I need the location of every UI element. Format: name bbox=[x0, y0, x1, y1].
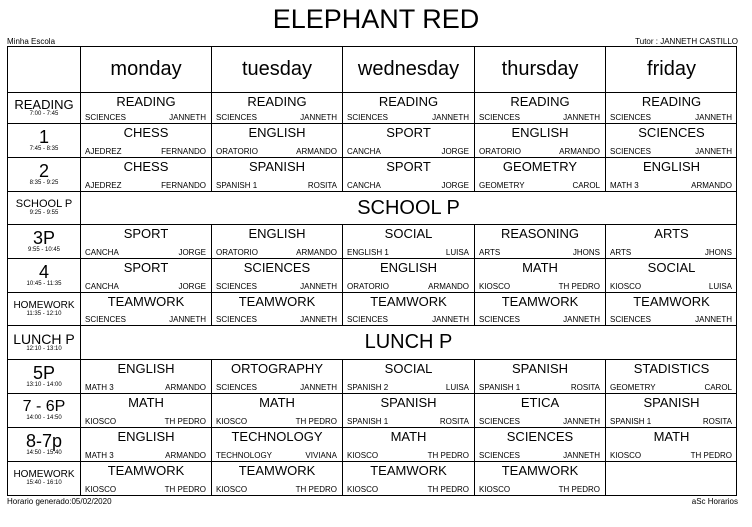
lesson-cell bbox=[606, 124, 737, 158]
period-cell bbox=[8, 293, 81, 326]
lesson-room: TECHNOLOGY bbox=[216, 451, 273, 460]
lesson-subject: SPORT bbox=[123, 226, 169, 241]
lesson-room: KIOSCO bbox=[216, 485, 248, 494]
period-name: HOMEWORK bbox=[13, 300, 75, 311]
break-row-school-p: SCHOOL P bbox=[81, 192, 736, 225]
lesson-subject: ARTS bbox=[654, 226, 689, 241]
lesson-subject: SOCIAL bbox=[384, 226, 433, 241]
lesson-teacher: JANNETH bbox=[563, 315, 600, 324]
period-time: 10:45 - 11:35 bbox=[26, 281, 62, 287]
lesson-teacher: ROSITA bbox=[307, 181, 337, 190]
lesson-teacher: TH PEDRO bbox=[295, 485, 337, 494]
lesson-cell bbox=[212, 360, 343, 394]
lesson-room: AJEDREZ bbox=[85, 181, 122, 190]
lesson-room: SCIENCES bbox=[347, 113, 388, 122]
lesson-room: SPANISH 1 bbox=[479, 383, 521, 392]
lesson-room: SCIENCES bbox=[216, 113, 257, 122]
lesson-cell bbox=[475, 462, 606, 496]
lesson-teacher: JANNETH bbox=[169, 113, 206, 122]
lesson-room: MATH 3 bbox=[85, 451, 114, 460]
lesson-teacher: ARMANDO bbox=[165, 451, 206, 460]
lesson-teacher: ARMANDO bbox=[691, 181, 732, 190]
lesson-room: SCIENCES bbox=[347, 315, 388, 324]
lesson-teacher: JANNETH bbox=[695, 147, 732, 156]
period-time: 14:50 - 15:40 bbox=[26, 450, 62, 456]
lesson-cell bbox=[212, 93, 343, 124]
lesson-room: SCIENCES bbox=[85, 315, 126, 324]
lesson-cell bbox=[212, 462, 343, 496]
period-cell bbox=[8, 394, 81, 428]
period-time: 15:40 - 16:10 bbox=[26, 480, 62, 486]
lesson-teacher: JORGE bbox=[441, 181, 469, 190]
lesson-subject: SCIENCES bbox=[506, 429, 574, 444]
lesson-room: SPANISH 1 bbox=[347, 417, 389, 426]
lesson-room: SCIENCES bbox=[610, 147, 651, 156]
lesson-teacher: JANNETH bbox=[563, 451, 600, 460]
lesson-room: KIOSCO bbox=[479, 485, 511, 494]
lesson-room: SCIENCES bbox=[479, 417, 520, 426]
lesson-subject: SOCIAL bbox=[647, 260, 696, 275]
lesson-cell bbox=[81, 360, 212, 394]
lesson-subject: SPANISH bbox=[248, 159, 306, 174]
lesson-room: SCIENCES bbox=[216, 315, 257, 324]
lesson-room: ENGLISH 1 bbox=[347, 248, 389, 257]
lesson-teacher: CAROL bbox=[704, 383, 732, 392]
period-name: READING bbox=[14, 97, 74, 112]
lesson-room: MATH 3 bbox=[610, 181, 639, 190]
period-cell bbox=[8, 93, 81, 124]
lesson-teacher: JANNETH bbox=[300, 315, 337, 324]
software-brand: aSc Horarios bbox=[691, 497, 738, 506]
lesson-teacher: TH PEDRO bbox=[690, 451, 732, 460]
lesson-subject: TEAMWORK bbox=[370, 294, 447, 309]
lesson-subject: SCIENCES bbox=[243, 260, 311, 275]
lesson-subject: MATH bbox=[653, 429, 690, 444]
period-cell bbox=[8, 360, 81, 394]
lesson-teacher: ARMANDO bbox=[296, 248, 337, 257]
period-name: 8-7p bbox=[25, 431, 63, 451]
lesson-cell bbox=[475, 93, 606, 124]
lesson-room: KIOSCO bbox=[85, 417, 117, 426]
lesson-subject: ENGLISH bbox=[511, 125, 569, 140]
lesson-teacher: JANNETH bbox=[300, 113, 337, 122]
break-row-lunch-p: LUNCH P bbox=[81, 326, 736, 360]
day-header-thursday: thursday bbox=[475, 47, 606, 93]
lesson-subject: TEAMWORK bbox=[501, 294, 579, 309]
lesson-cell bbox=[343, 225, 475, 259]
lesson-teacher: ROSITA bbox=[570, 383, 600, 392]
lesson-room: KIOSCO bbox=[216, 417, 248, 426]
lesson-cell bbox=[81, 259, 212, 293]
lesson-room: SPANISH 1 bbox=[216, 181, 258, 190]
lesson-subject: TEAMWORK bbox=[238, 294, 316, 309]
period-cell bbox=[8, 192, 81, 225]
lesson-teacher: TH PEDRO bbox=[427, 485, 469, 494]
lesson-subject: MATH bbox=[259, 395, 295, 410]
lesson-subject: MATH bbox=[390, 429, 427, 444]
period-cell bbox=[8, 259, 81, 293]
lesson-subject: READING bbox=[641, 94, 702, 109]
period-time: 14:00 - 14:50 bbox=[26, 415, 62, 421]
lesson-subject: MATH bbox=[522, 260, 558, 275]
lesson-room: CANCHA bbox=[85, 282, 119, 291]
lesson-subject: ENGLISH bbox=[248, 226, 306, 241]
lesson-subject: STADISTICS bbox=[633, 361, 710, 376]
lesson-subject: SCIENCES bbox=[638, 125, 705, 140]
lesson-subject: TEAMWORK bbox=[107, 294, 185, 309]
lesson-subject: ORTOGRAPHY bbox=[231, 361, 323, 376]
period-time: 7:00 - 7:45 bbox=[29, 111, 59, 117]
lesson-room: ORATORIO bbox=[216, 248, 258, 257]
day-header-wednesday: wednesday bbox=[343, 47, 475, 93]
lesson-subject: ENGLISH bbox=[117, 429, 175, 444]
day-header-friday: friday bbox=[606, 47, 737, 93]
lesson-cell bbox=[475, 158, 606, 192]
lesson-subject: TECHNOLOGY bbox=[231, 429, 323, 444]
lesson-room: SCIENCES bbox=[610, 315, 651, 324]
lesson-subject: ENGLISH bbox=[117, 361, 175, 376]
lesson-room: KIOSCO bbox=[610, 282, 642, 291]
day-header-tuesday: tuesday bbox=[212, 47, 343, 93]
lesson-room: ORATORIO bbox=[479, 147, 521, 156]
lesson-cell bbox=[606, 259, 737, 293]
lesson-cell bbox=[81, 428, 212, 462]
period-name: 4 bbox=[38, 262, 49, 282]
lesson-cell bbox=[606, 360, 737, 394]
lesson-cell bbox=[343, 124, 475, 158]
lesson-teacher: LUISA bbox=[708, 282, 732, 291]
lesson-subject: TEAMWORK bbox=[370, 463, 447, 478]
lesson-teacher: JANNETH bbox=[563, 113, 600, 122]
period-name: HOMEWORK bbox=[13, 469, 75, 480]
lesson-subject: TEAMWORK bbox=[107, 463, 185, 478]
lesson-cell bbox=[475, 394, 606, 428]
lesson-cell bbox=[475, 124, 606, 158]
lesson-subject: READING bbox=[510, 94, 570, 109]
lesson-teacher: TH PEDRO bbox=[164, 417, 206, 426]
generated-date: Horario generado:05/02/2020 bbox=[7, 497, 112, 506]
lesson-subject: READING bbox=[116, 94, 176, 109]
lesson-subject: ENGLISH bbox=[248, 125, 306, 140]
lesson-room: KIOSCO bbox=[610, 451, 642, 460]
lesson-cell bbox=[81, 93, 212, 124]
lesson-cell bbox=[606, 158, 737, 192]
lesson-teacher: TH PEDRO bbox=[558, 282, 600, 291]
lesson-subject: MATH bbox=[128, 395, 164, 410]
lesson-cell bbox=[343, 293, 475, 326]
lesson-cell bbox=[212, 225, 343, 259]
lesson-room: AJEDREZ bbox=[85, 147, 122, 156]
lesson-room: SCIENCES bbox=[85, 113, 126, 122]
lesson-cell bbox=[606, 293, 737, 326]
lesson-subject: ENGLISH bbox=[642, 159, 701, 174]
lesson-room: MATH 3 bbox=[85, 383, 114, 392]
period-name: 7 - 6P bbox=[22, 398, 66, 415]
lesson-room: KIOSCO bbox=[479, 282, 511, 291]
lesson-cell bbox=[212, 394, 343, 428]
period-name: 2 bbox=[38, 161, 49, 181]
lesson-cell bbox=[81, 394, 212, 428]
period-name: 3P bbox=[32, 228, 56, 248]
empty-cell bbox=[606, 462, 737, 496]
lesson-cell bbox=[343, 360, 475, 394]
lesson-cell bbox=[212, 259, 343, 293]
lesson-room: GEOMETRY bbox=[479, 181, 525, 190]
lesson-room: SCIENCES bbox=[479, 315, 520, 324]
lesson-room: KIOSCO bbox=[85, 485, 117, 494]
lesson-teacher: ARMANDO bbox=[428, 282, 469, 291]
lesson-cell bbox=[343, 462, 475, 496]
period-time: 9:25 - 9:55 bbox=[29, 210, 59, 216]
lesson-room: SPANISH 2 bbox=[347, 383, 389, 392]
lesson-cell bbox=[212, 124, 343, 158]
lesson-subject: SPORT bbox=[123, 260, 169, 275]
period-time: 13:10 - 14:00 bbox=[26, 382, 62, 388]
lesson-room: SCIENCES bbox=[479, 451, 520, 460]
lesson-teacher: FERNANDO bbox=[161, 147, 206, 156]
lesson-teacher: JORGE bbox=[178, 248, 206, 257]
lesson-cell bbox=[81, 124, 212, 158]
lesson-cell bbox=[81, 225, 212, 259]
lesson-subject: ENGLISH bbox=[379, 260, 438, 275]
lesson-subject: TEAMWORK bbox=[501, 463, 579, 478]
lesson-room: KIOSCO bbox=[347, 485, 379, 494]
period-cell bbox=[8, 428, 81, 462]
lesson-cell bbox=[81, 462, 212, 496]
lesson-teacher: JANNETH bbox=[169, 315, 206, 324]
period-name: 1 bbox=[38, 127, 49, 147]
lesson-subject: CHESS bbox=[123, 159, 169, 174]
lesson-room: SPANISH 1 bbox=[610, 417, 652, 426]
lesson-cell bbox=[606, 394, 737, 428]
lesson-subject: TEAMWORK bbox=[633, 294, 710, 309]
lesson-room: ORATORIO bbox=[347, 282, 389, 291]
lesson-teacher: TH PEDRO bbox=[558, 485, 600, 494]
lesson-room: SCIENCES bbox=[216, 383, 257, 392]
lesson-cell bbox=[81, 158, 212, 192]
lesson-cell bbox=[343, 428, 475, 462]
school-name: Minha Escola bbox=[7, 37, 56, 46]
period-cell bbox=[8, 158, 81, 192]
lesson-room: SCIENCES bbox=[610, 113, 651, 122]
lesson-room: ARTS bbox=[479, 248, 501, 257]
lesson-room: CANCHA bbox=[347, 181, 381, 190]
period-time: 11:35 - 12:10 bbox=[26, 311, 62, 317]
lesson-subject: REASONING bbox=[500, 226, 579, 241]
lesson-teacher: CAROL bbox=[572, 181, 600, 190]
lesson-teacher: JHONS bbox=[572, 248, 600, 257]
lesson-cell bbox=[606, 93, 737, 124]
lesson-cell bbox=[475, 259, 606, 293]
lesson-subject: READING bbox=[247, 94, 307, 109]
period-time: 7:45 - 8:35 bbox=[29, 146, 59, 152]
lesson-cell bbox=[475, 225, 606, 259]
lesson-teacher: JANNETH bbox=[300, 383, 337, 392]
lesson-cell bbox=[475, 428, 606, 462]
corner-cell bbox=[8, 47, 81, 93]
timetable-title: ELEPHANT RED bbox=[272, 4, 480, 34]
lesson-room: ARTS bbox=[610, 248, 632, 257]
lesson-teacher: JANNETH bbox=[300, 282, 337, 291]
lesson-room: SCIENCES bbox=[216, 282, 257, 291]
lesson-teacher: ARMANDO bbox=[296, 147, 337, 156]
lesson-teacher: LUISA bbox=[445, 248, 469, 257]
lesson-cell bbox=[475, 293, 606, 326]
lesson-cell bbox=[343, 394, 475, 428]
lesson-subject: GEOMETRY bbox=[502, 159, 578, 174]
lesson-room: GEOMETRY bbox=[610, 383, 656, 392]
lesson-teacher: JORGE bbox=[441, 147, 469, 156]
period-cell bbox=[8, 225, 81, 259]
lesson-room: CANCHA bbox=[85, 248, 119, 257]
period-time: 12:10 - 13:10 bbox=[26, 346, 62, 352]
lesson-room: KIOSCO bbox=[347, 451, 379, 460]
lesson-teacher: ARMANDO bbox=[559, 147, 600, 156]
lesson-subject: CHESS bbox=[123, 125, 169, 140]
lesson-teacher: ROSITA bbox=[702, 417, 732, 426]
lesson-teacher: TH PEDRO bbox=[427, 451, 469, 460]
period-time: 9:55 - 10:45 bbox=[27, 247, 61, 253]
period-name: LUNCH P bbox=[13, 331, 75, 347]
day-header-monday: monday bbox=[81, 47, 212, 93]
lesson-teacher: TH PEDRO bbox=[295, 417, 337, 426]
lesson-cell bbox=[212, 158, 343, 192]
period-cell bbox=[8, 462, 81, 496]
lesson-subject: TEAMWORK bbox=[238, 463, 316, 478]
lesson-teacher: LUISA bbox=[445, 383, 469, 392]
lesson-teacher: TH PEDRO bbox=[164, 485, 206, 494]
lesson-cell bbox=[212, 428, 343, 462]
timetable-grid bbox=[7, 46, 737, 496]
lesson-cell bbox=[475, 360, 606, 394]
lesson-room: ORATORIO bbox=[216, 147, 258, 156]
lesson-teacher: JORGE bbox=[178, 282, 206, 291]
lesson-teacher: JHONS bbox=[704, 248, 732, 257]
lesson-cell bbox=[606, 428, 737, 462]
lesson-teacher: VIVIANA bbox=[305, 451, 337, 460]
lesson-subject: SPANISH bbox=[380, 395, 437, 410]
lesson-cell bbox=[81, 293, 212, 326]
lesson-teacher: JANNETH bbox=[695, 315, 732, 324]
period-cell bbox=[8, 326, 81, 360]
lesson-cell bbox=[212, 293, 343, 326]
lesson-subject: SPORT bbox=[386, 125, 431, 140]
lesson-teacher: JANNETH bbox=[432, 113, 469, 122]
lesson-room: CANCHA bbox=[347, 147, 381, 156]
lesson-teacher: FERNANDO bbox=[161, 181, 206, 190]
lesson-subject: READING bbox=[378, 94, 439, 109]
lesson-subject: SPORT bbox=[386, 159, 431, 174]
lesson-cell bbox=[343, 93, 475, 124]
lesson-subject: SPANISH bbox=[511, 361, 569, 376]
period-name: SCHOOL P bbox=[15, 198, 73, 210]
lesson-teacher: JANNETH bbox=[695, 113, 732, 122]
lesson-teacher: ROSITA bbox=[439, 417, 469, 426]
period-cell bbox=[8, 124, 81, 158]
tutor-name: Tutor : JANNETH CASTILLO bbox=[635, 37, 738, 46]
period-name: 5P bbox=[32, 363, 56, 383]
lesson-teacher: ARMANDO bbox=[165, 383, 206, 392]
lesson-teacher: JANNETH bbox=[563, 417, 600, 426]
period-time: 8:35 - 9:25 bbox=[29, 180, 59, 186]
lesson-teacher: JANNETH bbox=[432, 315, 469, 324]
lesson-cell bbox=[606, 225, 737, 259]
lesson-subject: SPANISH bbox=[643, 395, 700, 410]
lesson-cell bbox=[343, 259, 475, 293]
lesson-subject: SOCIAL bbox=[384, 361, 433, 376]
lesson-room: SCIENCES bbox=[479, 113, 520, 122]
lesson-subject: ETICA bbox=[520, 395, 560, 410]
lesson-cell bbox=[343, 158, 475, 192]
